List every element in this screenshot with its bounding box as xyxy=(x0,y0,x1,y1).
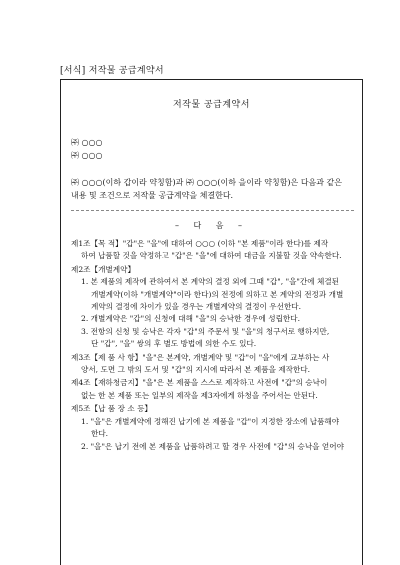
article-line: 하여 납품할 것을 약정하고 "갑"은 "을"에 대하여 대금을 지불할 것을 약속한다. xyxy=(81,251,342,261)
article-title: 제5조【납 품 장 소 등】 xyxy=(71,404,153,414)
article-line: 없는 한 본 제품 또는 일부의 제작을 제3자에게 하청을 주어서는 안된다. xyxy=(81,390,318,400)
article-5 xyxy=(71,403,355,453)
article-line: 계약의 결정에 차이가 있을 경우는 개별계약의 결정이 우선한다. xyxy=(91,302,302,312)
article-line: 양서, 도면 그 밖의 도서 및 "갑"의 지시에 따라서 본 제품을 제작한다. xyxy=(81,365,311,375)
article-title: 제2조【개별계약】 xyxy=(71,264,136,274)
article-4 xyxy=(71,377,355,402)
article-line: 제3조【제 품 사 항】"을"은 본계약, 개별계약 및 "갑"이 "을"에게 교부하는 사 xyxy=(71,352,330,362)
article-line: 개별계약(이하 "개별계약"이라 한다)의 전정에 의하고 본 계약의 전정과 개별 xyxy=(91,289,344,299)
article-line: 제4조【재하청금지】"을"은 본 제품을 스스로 제작하고 사전에 "갑"의 승낙이 xyxy=(71,378,328,388)
contract-document xyxy=(60,79,363,565)
party-a: ㈜ ○○○ xyxy=(71,138,103,147)
article-line: 단 "갑", "을" 쌍의 후 별도 방법에 의한 수도 있다. xyxy=(91,339,257,349)
contract-body xyxy=(71,238,355,454)
party-b: ㈜ ○○○ xyxy=(71,151,103,160)
article-line: 제1조【목 적】"갑"은 "을"에 대하여 ○○○ (이하 "본 제품"이라 한다)를 제작 xyxy=(71,239,329,248)
article-line: 3. 전항의 신청 및 승낙은 각자 "갑"의 주문서 및 "을"의 청구서로 행하지만, xyxy=(81,326,330,336)
divider xyxy=(71,210,354,211)
section-heading: – 다 음 – xyxy=(174,221,249,230)
article-line: 2. 개별계약은 "갑"의 신청에 대해 "을"의 승낙한 경우에 성립한다. xyxy=(81,314,300,324)
document-title: 저작물 공급계약서 xyxy=(173,100,250,110)
article-line: 한다. xyxy=(91,429,109,439)
form-header-label: [서식] 저작물 공급계약서 xyxy=(60,66,164,76)
article-2 xyxy=(71,264,355,351)
article-3 xyxy=(71,352,355,377)
article-line: 2. "을"은 납기 전에 본 제품을 납품하려고 할 경우 사전에 "갑"의 승낙을 얻어야 xyxy=(81,441,344,451)
intro-line: ㈜ ○○○(이하 갑이라 약칭함)과 ㈜ ○○○(이하 을이라 약칭함)은 다음과 같은 xyxy=(71,178,342,187)
article-1 xyxy=(71,238,355,263)
contract-intro xyxy=(71,176,354,202)
article-line: 1. "을"은 개별계약에 정해진 납기에 본 제품을 "갑"이 지정한 장소에 납품해야 xyxy=(81,416,340,426)
intro-line: 내용 및 조건으로 저작물 공급계약을 체결한다. xyxy=(71,191,234,200)
article-line: 1. 본 제품의 제작에 관하여서 본 계약의 결정 외에 그때 "갑", "을"간에 체결된 xyxy=(81,277,339,287)
